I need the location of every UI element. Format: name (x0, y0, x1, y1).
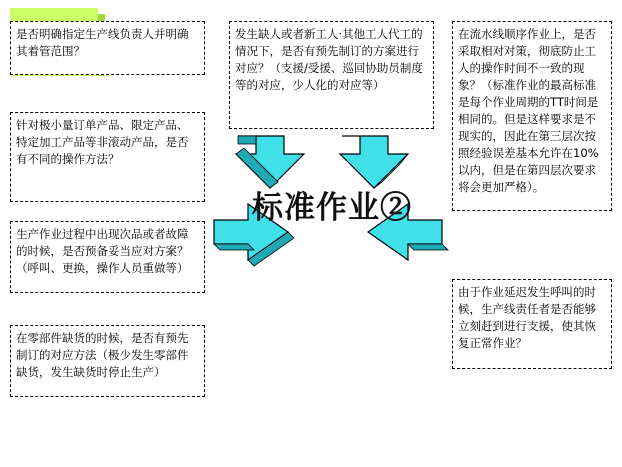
center-title (232, 182, 432, 226)
callout-text-6: 在流水线顺序作业上，是否采取相对对策，彻底防止工人的操作时间不一致的现象？（标准作业的最高标准是每个作业周期的TT时间是相同的。但是这样要求是不现实的，因此在第三层次按照经验误差基本允许在10%以内，但是在第四层次要求将会更加严格）。 (458, 27, 599, 194)
callout-text-4: 在零部件缺货的时候，是否有预先制订的对应方法（极少发生零部件缺货，发生缺货时停止生产） (16, 331, 189, 379)
callout-text-2: 针对极小量订单产品、限定产品、特定加工产品等非滚动产品，是否有不同的操作方法？ (16, 118, 189, 166)
callout-box-3 (10, 221, 205, 293)
center-title-text: 标准作业② (252, 189, 412, 226)
callout-text-1: 是否明确指定生产线负责人并明确其着管范围？ (16, 27, 189, 58)
callout-text-7: 由于作业延迟发生呼叫的时候，生产线责任者是否能够立刻赶到进行支援，使其恢复正常作业？ (458, 285, 596, 350)
callout-box-2 (10, 112, 205, 202)
callout-text-5: 发生缺人或者新工人·其他工人代工的情况下，是否有预先制订的方案进行对应？（支援/受援、巡回协助员制度等的对应，少人化的对应等） (235, 27, 423, 92)
callout-box-1 (10, 21, 205, 75)
arrow-top-right (340, 136, 408, 188)
callout-box-7 (452, 279, 612, 369)
callout-box-6 (452, 21, 612, 211)
callout-box-5 (229, 21, 434, 129)
arrow-top-left (236, 136, 304, 188)
callout-text-3: 生产作业过程中出现次品或者故障的时候，是否预备妥当应对方案？（呼叫、更换，操作人员重做等） (16, 227, 189, 275)
callout-box-4 (10, 325, 205, 397)
